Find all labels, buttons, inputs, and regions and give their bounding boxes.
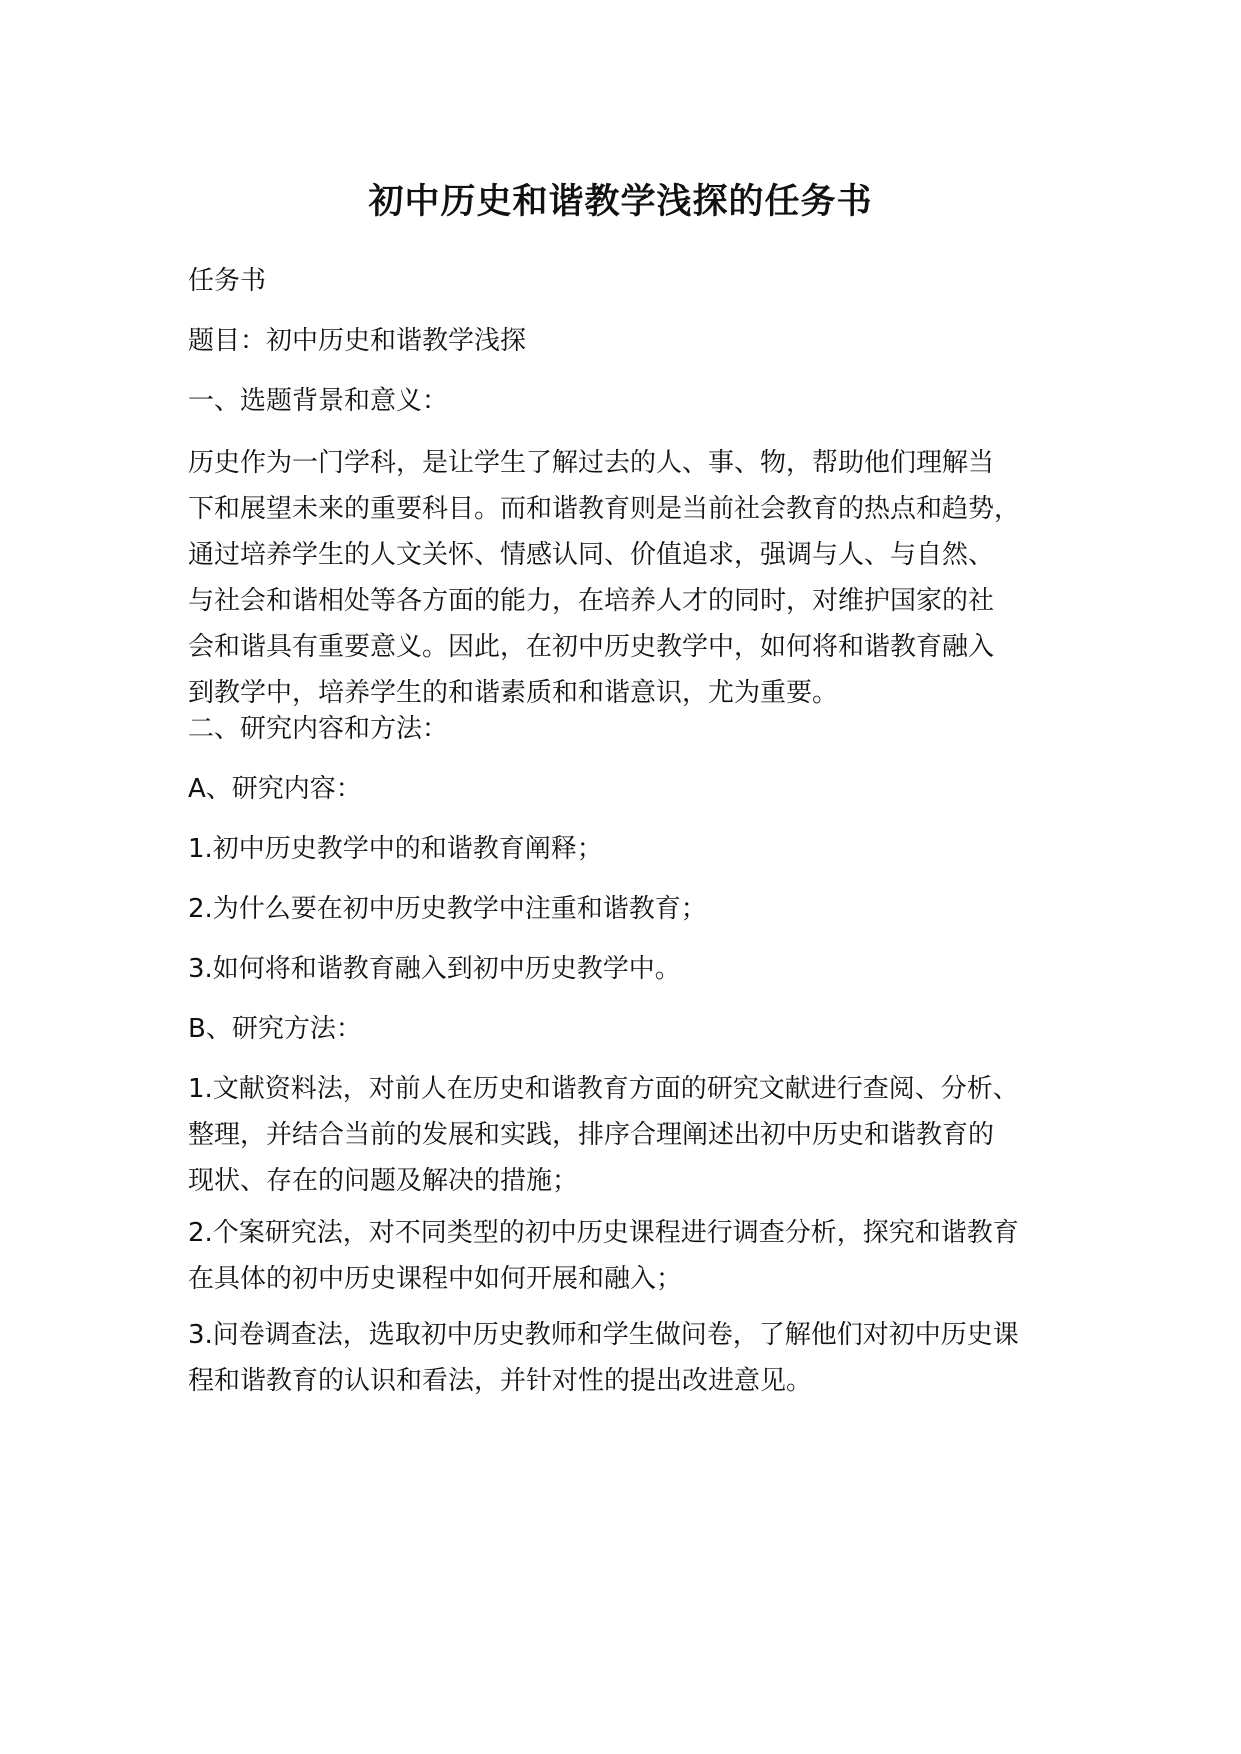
section1-paragraph [188,440,1088,716]
content-item: 2.为什么要在初中历史教学中注重和谐教育； [188,894,707,924]
paragraph-line: 程和谐教育的认识和看法，并针对性的提出改进意见。 [188,1366,813,1396]
method-item-2 [188,1210,1088,1302]
paragraph-line: 会和谐具有重要意义。因此，在初中历史教学中，如何将和谐教育融入 [188,632,995,662]
paragraph-line: 整理，并结合当前的发展和实践，排序合理阐述出初中历史和谐教育的 [188,1120,995,1150]
content-item: 3.如何将和谐教育融入到初中历史教学中。 [188,954,681,984]
section2-heading: 二、研究内容和方法： [188,714,449,744]
topic-line: 题目：初中历史和谐教学浅探 [188,326,527,356]
research-content-heading: A、研究内容： [188,774,362,804]
paragraph-line: 通过培养学生的人文关怀、情感认同、价值追求，强调与人、与自然、 [188,540,995,570]
paragraph-line: 3.问卷调查法，选取初中历史教师和学生做问卷，了解他们对初中历史课 [188,1320,1019,1350]
paragraph-line: 2.个案研究法，对不同类型的初中历史课程进行调查分析，探究和谐教育 [188,1218,1019,1248]
paragraph-line: 到教学中，培养学生的和谐素质和和谐意识，尤为重要。 [188,678,839,708]
paragraph-line: 与社会和谐相处等各方面的能力，在培养人才的同时，对维护国家的社 [188,586,995,616]
document-title: 初中历史和谐教学浅探的任务书 [368,182,873,222]
section1-heading: 一、选题背景和意义： [188,386,449,416]
paragraph-line: 现状、存在的问题及解决的措施； [188,1166,579,1196]
paragraph-line: 在具体的初中历史课程中如何开展和融入； [188,1264,683,1294]
content-item: 1.初中历史教学中的和谐教育阐释； [188,834,603,864]
paragraph-line: 历史作为一门学科，是让学生了解过去的人、事、物，帮助他们理解当 [188,448,995,478]
method-item-3 [188,1312,1088,1404]
paragraph-line: 1.文献资料法，对前人在历史和谐教育方面的研究文献进行查阅、分析、 [188,1074,1019,1104]
label-task: 任务书 [188,266,267,296]
paragraph-line: 下和展望未来的重要科目。而和谐教育则是当前社会教育的热点和趋势， [188,494,1021,524]
method-item-1 [188,1066,1088,1204]
research-method-heading: B、研究方法： [188,1014,362,1044]
